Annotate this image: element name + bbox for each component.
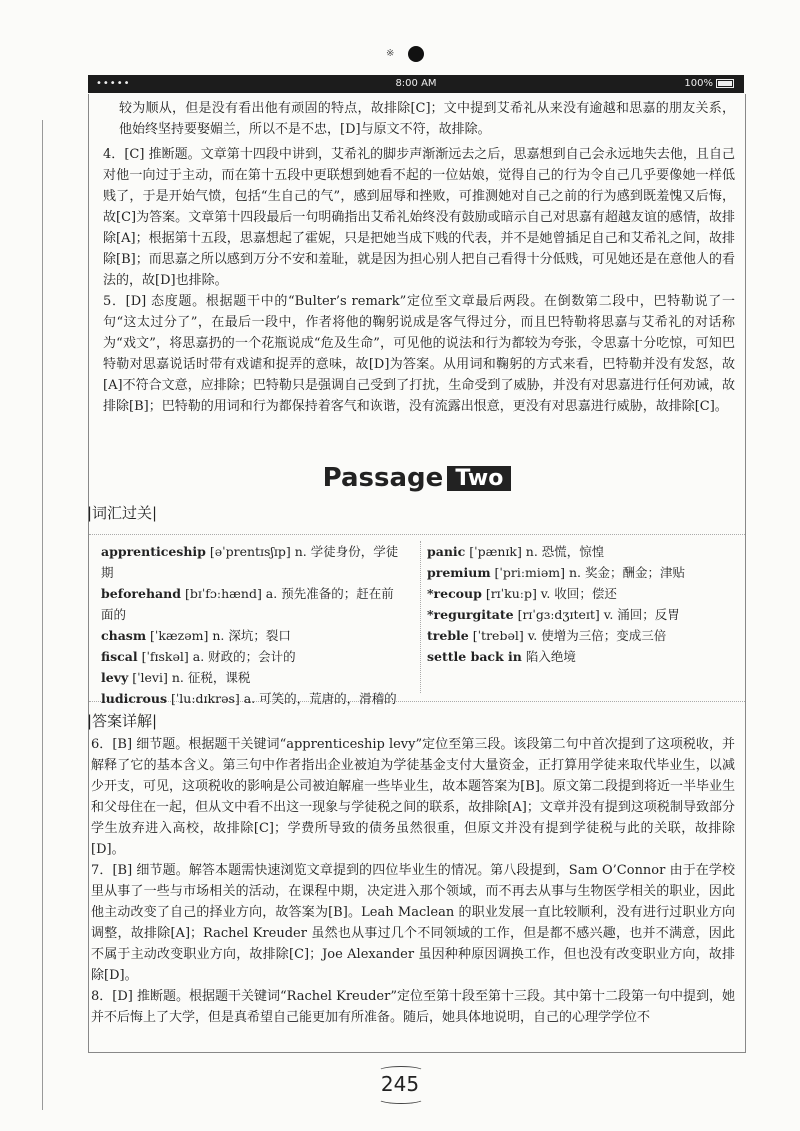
vocab-item: treble [ˈtrebəl] v. 使增为三倍；变成三倍 bbox=[427, 628, 667, 643]
vocab-item: ludicrous [ˈluːdɪkrəs] a. 可笑的，荒唐的，滑稽的 bbox=[101, 691, 397, 706]
vocab-item: apprenticeship [əˈprentɪsʃɪp] n. 学徒身份，学徒期 bbox=[101, 544, 399, 580]
vocab-divider bbox=[420, 541, 421, 693]
vocab-left-column bbox=[101, 541, 401, 709]
top-decoration bbox=[386, 44, 446, 64]
vocab-item: panic [ˈpænɪk] n. 恐慌，惊惶 bbox=[427, 544, 605, 559]
dot-icon bbox=[408, 46, 424, 62]
vocab-item: chasm [ˈkæzəm] n. 深坑；裂口 bbox=[101, 628, 291, 643]
answer-5: 5．[D] 态度题。根据题干中的“Bulter’s remark”定位至文章最后两段。在倒数第二段中，巴特勒说了一句“这太过分了”，在最后一段中，作者将他的鞠躬说成是客气得过分，而且巴特勒将思嘉与艾希礼的对话称为“戏文”，将思嘉扔的一个花瓶说成“危及生命”，可见他的说法和行为都较为夸张，令思嘉十分吃惊，可知巴特勒对思嘉说话时带有戏谑和捉弄的意味，故[D]为答案。从用词和鞠躬的方式来看，巴特勒并没有发怒，故[A]不符合文意，应排除；巴特勒只是强调自己受到了打扰，生命受到了威胁，并没有对思嘉进行任何劝诫，故排除[B]；巴特勒的用词和行为都保持着客气和诙谐，没有流露出恨意，更没有对思嘉进行威胁，故排除[C]。 bbox=[103, 294, 735, 414]
passage-number: Two bbox=[447, 466, 511, 491]
vocab-item: *regurgitate [rɪˈgɜːdʒɪteɪt] v. 涌回；反胃 bbox=[427, 607, 680, 622]
vocab-item: premium [ˈpriːmiəm] n. 奖金；酬金；津贴 bbox=[427, 565, 685, 580]
passage-title bbox=[89, 463, 745, 493]
binding-rule bbox=[42, 120, 43, 1110]
vocab-item: beforehand [bɪˈfɔːhænd] a. 预先准备的；赶在前面的 bbox=[101, 586, 394, 622]
vocab-right-column bbox=[427, 541, 737, 667]
top-mark: ※ bbox=[386, 48, 395, 59]
battery-percent: 100% bbox=[684, 78, 713, 89]
answer-heading: |答案详解| bbox=[87, 712, 158, 730]
page-number-text: 245 bbox=[380, 1072, 420, 1096]
answer-6: 6．[B] 细节题。根据题干关键词“apprenticeship levy”定位至第三段。该段第二句中首次提到了这项税收，并解释了它的基本含义。第三句中作者指出企业被迫为学徒基金支付大量资金，正打算用学徒来取代毕业生，以减少开支，可见，这项税收的影响是公司被迫解雇一些毕业生，故本题答案为[B]。原文第二段提到将近一半毕业生和父母住在一起，但从文中看不出这一现象与学徒税之间的联系，故排除[A]；文章并没有提到这项税制导致部分学生放弃进入高校，故排除[C]；学费所导致的债务虽然很重，但原文并没有提到学徒税与此的关联，故排除[D]。 bbox=[91, 737, 735, 857]
vocab-item: *recoup [rɪˈkuːp] v. 收回；偿还 bbox=[427, 586, 617, 601]
vocab-item: settle back in 陷入绝境 bbox=[427, 649, 576, 664]
status-bar bbox=[88, 75, 744, 93]
page-number bbox=[372, 1072, 428, 1096]
vocab-item: fiscal [ˈfɪskəl] a. 财政的；会计的 bbox=[101, 649, 296, 664]
status-time: 8:00 AM bbox=[395, 78, 437, 89]
page-content bbox=[88, 94, 746, 1053]
vocab-item: levy [ˈlevi] n. 征税，课税 bbox=[101, 670, 251, 685]
answer-4: 4．[C] 推断题。文章第十四段中讲到，艾希礼的脚步声渐渐远去之后，思嘉想到自己会永远地失去他，且自己对他一向过于主动，而在第十五段中更联想到她看不起的一位姑娘，觉得自己的行为令自己几乎要像她一样低贱了，于是开始气愤，包括“生自己的气”，感到屈辱和挫败，可推测她对自己之前的行为感到既羞愧又后悔，故[C]为答案。文章第十四段最后一句明确指出艾希礼始终没有鼓励或暗示自己对思嘉有超越友谊的感情，故排除[A]；根据第十五段，思嘉想起了霍妮，只是把她当成下贱的代表，并不是她曾插足自己和艾希礼之间，故排除[B]；而思嘉之所以感到万分不安和羞耻，就是因为担心别人把自己看得十分低贱，可见她还是在意他人的看法的，故[D]也排除。 bbox=[103, 147, 735, 288]
signal-icon: ••••• bbox=[96, 78, 131, 89]
battery-icon bbox=[716, 79, 734, 88]
page-arc-bottom bbox=[378, 1094, 424, 1104]
paragraph-continued: 较为顺从，但是没有看出他有顽固的特点，故排除[C]；文中提到艾希礼从来没有逾越和思嘉的朋友关系，他始终坚持要娶媚兰，所以不是不忠，[D]与原文不符，故排除。 bbox=[119, 101, 735, 137]
vocab-box bbox=[89, 534, 745, 706]
answer-8: 8．[D] 推断题。根据题干关键词“Rachel Kreuder”定位至第十段至第十三段。其中第十二段第一句中提到，她并不后悔上了大学，但是真希望自己能更加有所准备。随后，她具体地说明，自己的心理学学位不 bbox=[91, 989, 735, 1025]
passage-word: Passage bbox=[322, 463, 444, 493]
page-arc-top bbox=[378, 1066, 424, 1076]
battery-indicator bbox=[684, 78, 734, 89]
answer-7: 7．[B] 细节题。解答本题需快速浏览文章提到的四位毕业生的情况。第八段提到，Sam O’Connor 由于在学校里从事了一些与市场相关的活动，在课程中期，决定进入那个领域，而不再去从事与生物医学相关的职业，因此他主动改变了自己的择业方向，故答案为[B]。Leah Maclean 的职业发展一直比较顺利，没有进行过职业方向调整，故排除[A]；Rachel Kreuder 虽然也从事过几个不同领域的工作，但是都不感兴趣，也并不满意，因此不属于主动改变职业方向，故排除[C]；Joe Alexander 虽因种种原因调换工作，但也没有改变职业方向，故排除[D]。 bbox=[91, 863, 735, 983]
vocab-heading: |词汇过关| bbox=[87, 504, 158, 522]
